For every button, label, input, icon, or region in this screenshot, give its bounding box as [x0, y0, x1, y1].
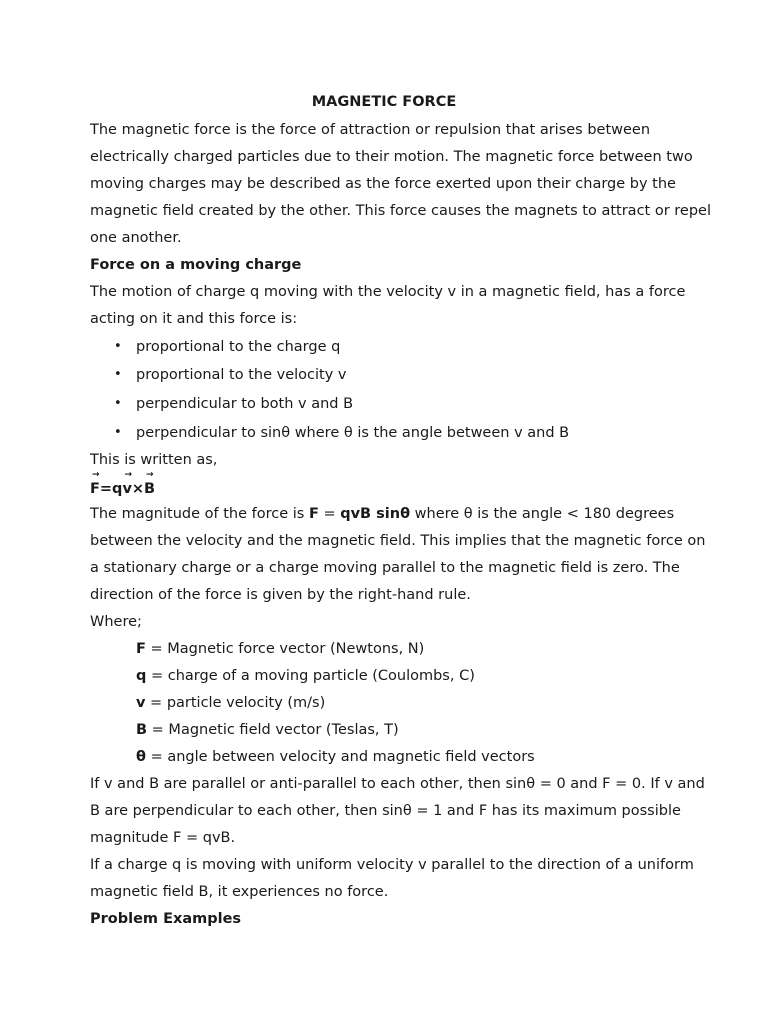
bullet-item: perpendicular to sinθ where θ is the angle between v and B — [136, 425, 570, 441]
examples-heading: Problem Examples — [90, 911, 242, 927]
magnitude-rest: where θ is the angle < 180 degrees — [410, 506, 675, 522]
motion-line: The motion of charge q moving with the velocity v in a magnetic field, has a force — [90, 284, 686, 300]
magnitude-equals: = — [318, 506, 341, 522]
definition-text: = charge of a moving particle (Coulombs, C) — [146, 668, 475, 684]
force-formula — [90, 479, 690, 499]
bullet-item: proportional to the charge q — [136, 339, 341, 355]
definition-text: = Magnetic field vector (Teslas, T) — [147, 722, 399, 738]
intro-line: moving charges may be described as the force exerted upon their charge by the — [90, 176, 676, 192]
definition-symbol: q — [136, 668, 147, 684]
magnitude-lead: The magnitude of the force is — [90, 506, 309, 522]
magnitude-line: between the velocity and the magnetic field. This implies that the magnetic force on — [90, 533, 706, 549]
force-vector-symbol: F → — [90, 479, 100, 499]
bullet-marker: • — [114, 339, 122, 354]
formula-equals: =q — [99, 481, 123, 497]
definition-item — [136, 639, 736, 659]
intro-line: The magnetic force is the force of attraction or repulsion that arises between — [90, 122, 651, 138]
bullet-marker: • — [114, 396, 122, 411]
definition-item — [136, 720, 736, 740]
bullet-item: proportional to the velocity v — [136, 367, 347, 383]
definition-symbol: v — [136, 695, 146, 711]
magnitude-line: a stationary charge or a charge moving parallel to the magnetic field is zero. The — [90, 560, 680, 576]
uniform-line: If a charge q is moving with uniform velocity v parallel to the direction of a uniform — [90, 857, 694, 873]
definition-item — [136, 693, 736, 713]
definition-text: = Magnetic force vector (Newtons, N) — [145, 641, 425, 657]
magnitude-f-symbol: F — [308, 506, 319, 522]
intro-line: one another. — [90, 230, 182, 246]
field-vector-symbol: B → — [144, 479, 155, 499]
written-as-text: This is written as, — [90, 452, 218, 468]
parallel-line: magnitude F = qvB. — [90, 830, 236, 846]
definition-item — [136, 747, 736, 767]
bullet-marker: • — [114, 425, 122, 440]
definition-item — [136, 666, 736, 686]
section-heading: Force on a moving charge — [90, 257, 302, 273]
magnitude-line: direction of the force is given by the right-hand rule. — [90, 587, 471, 603]
velocity-vector-symbol: v → — [122, 479, 131, 499]
definition-symbol: B — [136, 722, 148, 738]
page-title: MAGNETIC FORCE — [311, 94, 457, 110]
intro-line: electrically charged particles due to their motion. The magnetic force between two — [90, 149, 693, 165]
definition-symbol: F — [136, 641, 146, 657]
bullet-marker: • — [114, 367, 122, 382]
definition-text: = angle between velocity and magnetic field vectors — [145, 749, 535, 765]
definition-text: = particle velocity (m/s) — [145, 695, 326, 711]
cross-symbol: × — [131, 481, 145, 497]
intro-line: magnetic field created by the other. This force causes the magnets to attract or repel — [90, 203, 711, 219]
where-label: Where; — [90, 614, 142, 630]
magnitude-line — [90, 504, 690, 524]
uniform-line: magnetic field B, it experiences no force. — [90, 884, 389, 900]
bullet-item: perpendicular to both v and B — [136, 396, 354, 412]
parallel-line: B are perpendicular to each other, then sinθ = 1 and F has its maximum possible — [90, 803, 681, 819]
definition-symbol: θ — [136, 749, 146, 765]
motion-line: acting on it and this force is: — [90, 311, 298, 327]
magnitude-formula: qvB sinθ — [340, 506, 411, 522]
parallel-line: If v and B are parallel or anti-parallel to each other, then sinθ = 0 and F = 0. If v and — [90, 776, 705, 792]
